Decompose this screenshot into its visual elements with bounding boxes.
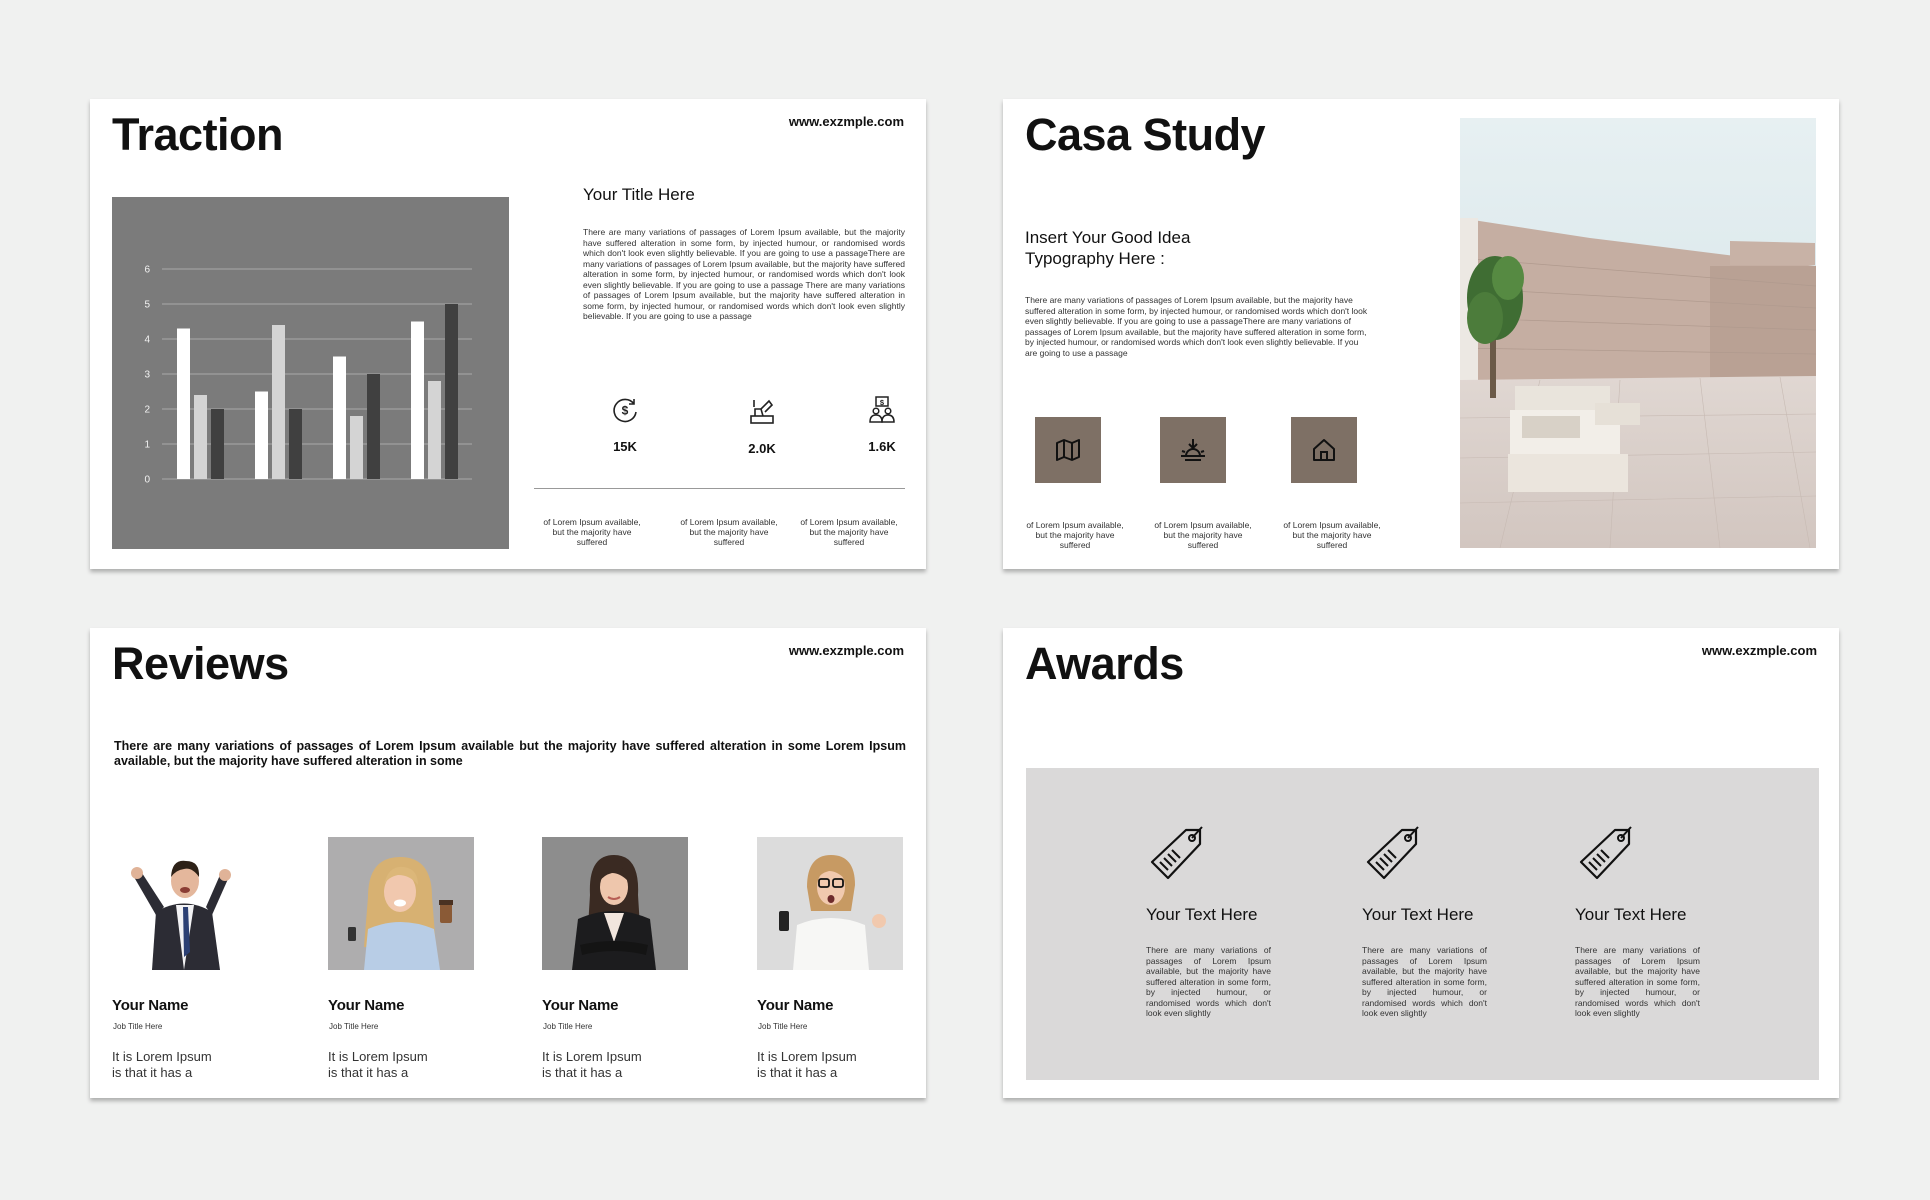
reviewer-card — [112, 837, 258, 1081]
stat-caption: of Lorem Ipsum available, but the majority have suffered — [680, 517, 778, 547]
award-title: Your Text Here — [1362, 905, 1474, 924]
awards-slide — [1003, 628, 1839, 1098]
map-icon — [1055, 437, 1081, 463]
chart-bar — [445, 304, 458, 479]
reviews-slide — [90, 628, 926, 1098]
award-item — [1575, 826, 1700, 1019]
home-icon-tile — [1291, 417, 1357, 483]
construction-icon — [747, 397, 777, 427]
sunrise-icon — [1180, 437, 1206, 463]
y-tick-label: 4 — [144, 334, 150, 346]
reviewer-job-title: Job Title Here — [113, 1022, 163, 1031]
case-study-slide — [1003, 99, 1839, 569]
stat-item — [827, 395, 926, 454]
description-line: is that it has a — [542, 1065, 623, 1080]
reviewer-card — [757, 837, 903, 1081]
website-url: www.exzmple.com — [788, 114, 904, 129]
slide-title: Traction — [112, 109, 284, 160]
description-line: It is Lorem Ipsum — [112, 1049, 212, 1064]
reviewer-description — [328, 1049, 474, 1081]
stat-value: 2.0K — [748, 441, 776, 456]
description-line: It is Lorem Ipsum — [328, 1049, 428, 1064]
case-study-subtitle — [1025, 227, 1190, 269]
awards-panel — [1026, 768, 1819, 1080]
y-tick-label: 6 — [144, 264, 150, 276]
slide-title: Casa Study — [1025, 109, 1266, 160]
price-tag-icon — [1362, 826, 1420, 884]
reviewer-name: Your Name — [112, 997, 189, 1014]
y-tick-label: 0 — [144, 474, 150, 486]
reviewer-name: Your Name — [757, 997, 834, 1014]
chart-bar — [194, 395, 207, 479]
svg-text:$: $ — [621, 403, 629, 418]
sunrise-icon-tile — [1160, 417, 1226, 483]
dollar-cycle-icon — [610, 395, 640, 425]
svg-text:$: $ — [879, 397, 885, 407]
award-item — [1146, 826, 1271, 1019]
icon-caption: of Lorem Ipsum available, but the majority have suffered — [1026, 520, 1124, 550]
reviewer-card — [328, 837, 474, 1081]
reviewer-name: Your Name — [542, 997, 619, 1014]
description-line: is that it has a — [757, 1065, 838, 1080]
website-url: www.exzmple.com — [788, 643, 904, 658]
chart-bar — [211, 409, 224, 479]
stat-value: 1.6K — [868, 439, 896, 454]
description-line: It is Lorem Ipsum — [757, 1049, 857, 1064]
icon-caption: of Lorem Ipsum available, but the majority have suffered — [1154, 520, 1252, 550]
chart-bar — [272, 325, 285, 479]
y-tick-label: 1 — [144, 439, 150, 451]
reviews-intro: There are many variations of passages of Lorem Ipsum available but the majority have suffered alteration in some Lorem Ipsum available, but the majority have suffered alteration in some — [114, 739, 906, 768]
home-icon — [1311, 437, 1337, 463]
y-tick-label: 2 — [144, 404, 150, 416]
reviewer-job-title: Job Title Here — [758, 1022, 808, 1031]
reviewer-photo — [328, 837, 474, 970]
award-title: Your Text Here — [1146, 905, 1258, 924]
divider — [534, 488, 905, 489]
reviewer-description — [757, 1049, 903, 1081]
price-tag-icon — [1146, 826, 1204, 884]
slide-title: Awards — [1025, 638, 1184, 689]
stat-item — [707, 397, 817, 456]
reviewer-photo — [112, 837, 258, 970]
people-money-icon — [867, 395, 897, 425]
traction-slide — [90, 99, 926, 569]
price-tag-icon — [1575, 826, 1633, 884]
bar-chart-svg — [112, 197, 509, 549]
reviewer-description — [542, 1049, 688, 1081]
side-title: Your Title Here — [583, 185, 695, 204]
description-line: It is Lorem Ipsum — [542, 1049, 642, 1064]
side-paragraph: There are many variations of passages of Lorem Ipsum available, but the majority have suffered alteration in some form, by injected humour, or randomised words which don't look even slightly believable. If you are going to use a passageThere are many variations of passages of Lorem Ipsum available, but the majority have suffered alteration in some form, by injected humour, or randomised words which don't look even slightly believable. If you are going to use a passage There are many variations of passages of Lorem Ipsum available, but the majority have suffered alteration in some form, by injected humour, or randomised words which don't look even slightly believable. If you are going to use a passage — [583, 227, 905, 321]
bar-chart — [112, 197, 509, 549]
map-icon-tile — [1035, 417, 1101, 483]
chart-bar — [367, 374, 380, 479]
reviewer-description — [112, 1049, 258, 1081]
chart-bar — [177, 329, 190, 480]
reviewer-job-title: Job Title Here — [543, 1022, 593, 1031]
chart-bar — [411, 322, 424, 480]
subtitle-line: Insert Your Good Idea — [1025, 228, 1191, 247]
website-url: www.exzmple.com — [1701, 643, 1817, 658]
case-study-paragraph: There are many variations of passages of Lorem Ipsum available, but the majority have suffered alteration in some form, by injected humour, or randomised words which don't look even slightly believable. If you are going to use a passageThere are many variations of passages of Lorem Ipsum available, but the majority have suffered alteration in some form, by injected humour, or randomised words which don't look even slightly believable. If you are going to use a passage — [1025, 295, 1368, 358]
chart-bar — [333, 357, 346, 480]
chart-bar — [289, 409, 302, 479]
stat-value: 15K — [613, 439, 637, 454]
description-line: is that it has a — [112, 1065, 193, 1080]
award-text: There are many variations of passages of Lorem Ipsum available, but the majority have suffered alteration in some form, by injected humour, or randomised words which don't look even slightly — [1362, 945, 1487, 1018]
stat-caption: of Lorem Ipsum available, but the majority have suffered — [543, 517, 641, 547]
chart-bar — [428, 381, 441, 479]
y-tick-label: 3 — [144, 369, 150, 381]
reviewer-card — [542, 837, 688, 1081]
reviewer-name: Your Name — [328, 997, 405, 1014]
reviewer-job-title: Job Title Here — [329, 1022, 379, 1031]
award-text: There are many variations of passages of Lorem Ipsum available, but the majority have suffered alteration in some form, by injected humour, or randomised words which don't look even slightly — [1146, 945, 1271, 1018]
award-item — [1362, 826, 1487, 1019]
icon-caption: of Lorem Ipsum available, but the majority have suffered — [1283, 520, 1381, 550]
y-tick-label: 5 — [144, 299, 150, 311]
chart-bar — [255, 392, 268, 480]
stat-caption: of Lorem Ipsum available, but the majority have suffered — [800, 517, 898, 547]
architecture-photo — [1460, 118, 1816, 548]
slide-title: Reviews — [112, 638, 289, 689]
chart-bar — [350, 416, 363, 479]
subtitle-line: Typography Here : — [1025, 249, 1165, 268]
description-line: is that it has a — [328, 1065, 409, 1080]
stat-item — [570, 395, 680, 454]
reviewer-photo — [757, 837, 903, 970]
reviewer-photo — [542, 837, 688, 970]
award-text: There are many variations of passages of Lorem Ipsum available, but the majority have suffered alteration in some form, by injected humour, or randomised words which don't look even slightly — [1575, 945, 1700, 1018]
award-title: Your Text Here — [1575, 905, 1687, 924]
